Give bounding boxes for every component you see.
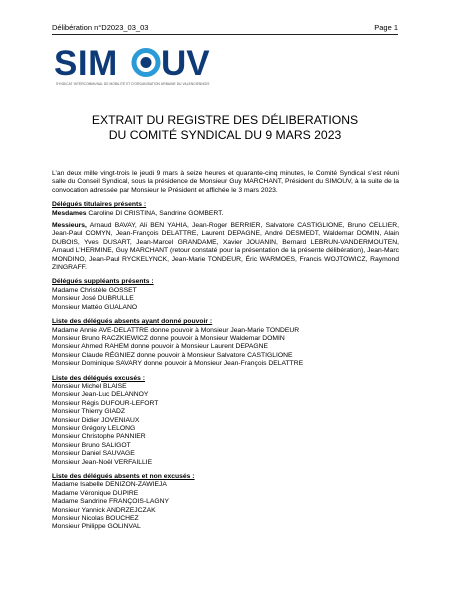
list-item: Monsieur Philippe GOLINVAL <box>52 523 141 531</box>
list-item: Madame Isabelle DENIZON-ZAWIEJA <box>52 481 167 489</box>
list-item: Monsieur Thierry GIADZ <box>52 408 126 416</box>
mesdames-label: Mesdames <box>52 209 87 217</box>
list-item: Monsieur Claude RÉGNIEZ donne pouvoir à Monsieur Salvatore CASTIGLIONE <box>52 351 293 359</box>
list-item: Monsieur Christophe PANNIER <box>52 433 146 441</box>
excuses-section <box>52 375 399 467</box>
list-item: Monsieur Grégory LELONG <box>52 424 136 432</box>
titulaires-heading: Délégués titulaires présents : <box>52 201 147 209</box>
title-line-2: DU COMITÉ SYNDICAL DU 9 MARS 2023 <box>108 128 342 142</box>
excuses-heading: Liste des délégués excusés : <box>52 374 146 382</box>
list-item: Monsieur Bruno SALIGOT <box>52 441 131 449</box>
messieurs-names: Arnaud BAVAY, Ali BEN YAHIA, Jean-Roger BERRIER, Salvatore CASTIGLIONE, Bruno CELLIER, Jean-Paul COMYN, Jean-François DELATTRE, Laurent DEPAGNE, André DESMEDT, Waldemar DOMIN, Alain DUBOIS, Yves DUSART, Jean-Marcel GRANDAME, Xavier JOUANIN, Bernard LEBRUN-VANDERMOUTEN, Arnaud L’HERMINE, Guy MARCHANT (retour constaté pour la présentation de la présente délibération), Jean-Marc MONDINO, Jean-Paul RYCKELYNCK, Jean-Marie TONDEUR, Éric WARMOES, Francis WOJTOWICZ, Raymond ZINGRAFF. <box>52 222 399 272</box>
titulaires-section <box>52 201 399 272</box>
document-body <box>52 170 399 532</box>
list-item: Monsieur Jean-Noël VERFAILLIE <box>52 458 153 466</box>
messieurs-label: Messieurs, <box>52 222 87 230</box>
page-number: Page 1 <box>374 23 398 32</box>
header-divider <box>52 34 398 35</box>
suppleants-section <box>52 278 399 312</box>
suppleants-heading: Délégués suppléants présents : <box>52 278 154 286</box>
logo-subtitle: SYNDICAT INTERCOMMUNAL DE MOBILITÉ ET D'ORGANISATION URBAINE DU VALENCIENNOIS <box>56 82 210 86</box>
svg-text:SIM: SIM <box>54 44 118 82</box>
title-line-1: EXTRAIT DU REGISTRE DES DÉLIBERATIONS <box>91 113 359 127</box>
list-item: Madame Christèle GOSSET <box>52 286 137 294</box>
messieurs-paragraph <box>52 222 399 272</box>
list-item: Monsieur Bruno RACZKIEWICZ donne pouvoir à Monsieur Waldemar DOMIN <box>52 334 285 342</box>
mesdames-names: Caroline DI CRISTINA, Sandrine GOMBERT. <box>86 209 224 217</box>
deliberation-reference: Délibération n°D2023_03_03 <box>52 23 149 32</box>
list-item: Monsieur Mattéo GUALANO <box>52 303 138 311</box>
list-item: Monsieur Michel BLAISE <box>52 382 127 390</box>
list-item: Monsieur Nicolas BOUCHEZ <box>52 515 139 523</box>
list-item: Monsieur Ahmed RAHEM donne pouvoir à Monsieur Laurent DEPAGNE <box>52 343 268 351</box>
list-item: Madame Annie AVE-DELATTRE donne pouvoir à Monsieur Jean-Marie TONDEUR <box>52 326 300 334</box>
list-item: Monsieur Daniel SAUVAGE <box>52 450 135 458</box>
document-title <box>52 113 398 143</box>
list-item: Monsieur José DUBRULLE <box>52 295 134 303</box>
svg-text:UV: UV <box>161 44 210 82</box>
intro-paragraph: L’an deux mille vingt-trois le jeudi 9 mars à seize heures et quarante-cinq minutes, le Comité Syndical s’est réuni salle du Conseil Syndical, sous la présidence de Monsieur Guy MARCHANT, Président du SIMOUV, à la suite de la convocation adressée par Monsieur le Président et affichée le 3 mars 2023. <box>52 170 399 194</box>
list-item: Madame Sandrine FRANÇOIS-LAGNY <box>52 498 170 506</box>
mesdames-line <box>52 210 399 218</box>
list-item: Monsieur Didier JOVENIAUX <box>52 416 140 424</box>
non-excuses-section <box>52 473 399 532</box>
simouv-logo-mark <box>52 40 222 82</box>
list-item: Monsieur Dominique SAVARY donne pouvoir à Monsieur Jean-François DELATTRE <box>52 360 304 368</box>
pouvoir-section <box>52 318 399 368</box>
non-excuses-heading: Liste des délégués absents et non excusés : <box>52 473 195 480</box>
list-item: Monsieur Jean-Luc DELANNOY <box>52 391 149 399</box>
list-item: Madame Véronique DUPIRE <box>52 489 139 497</box>
simouv-logo <box>52 40 222 100</box>
list-item: Monsieur Régis DUFOUR-LEFORT <box>52 399 159 407</box>
list-item: Monsieur Yannick ANDRZEJCZAK <box>52 506 156 514</box>
pouvoir-heading: Liste des délégués absents ayant donné pouvoir : <box>52 318 213 326</box>
